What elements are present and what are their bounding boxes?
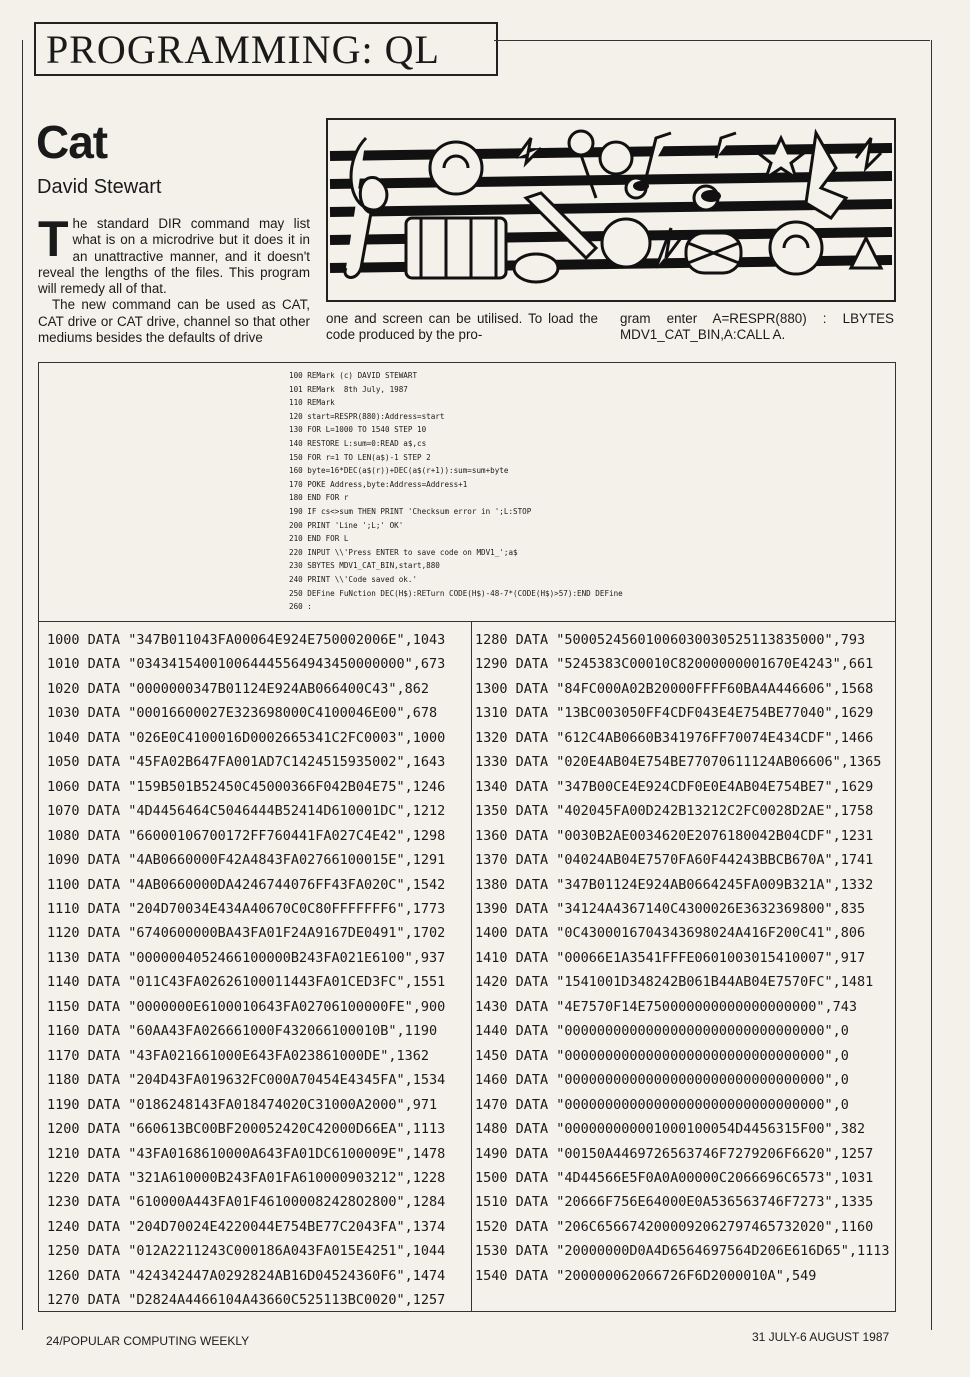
article-author: David Stewart — [37, 176, 162, 198]
data-line: 1030 DATA "00016600027E323698000C4100046E00",678 — [47, 705, 438, 722]
intro-column-2 — [326, 311, 598, 344]
data-line: 1160 DATA "60AA43FA026661000F43206610001​0B",1190 — [47, 1023, 438, 1040]
listing-line: 150 FOR r=1 TO LEN(a$)-1 STEP 2 — [289, 452, 431, 462]
data-line: 1060 DATA "159B501B52450C45000366F042B04E75",1246 — [47, 778, 446, 795]
listing-line: 230 SBYTES MDV1_CAT_BIN,start,880 — [289, 561, 440, 571]
data-line: 1150 DATA "0000000E6100010643FA02706100000FE",900 — [47, 998, 446, 1015]
data-line: 1090 DATA "4AB0660000F42A4843FA02766100015E",1291 — [47, 852, 446, 869]
data-statements — [39, 621, 895, 1312]
data-line: 1210 DATA "43FA0168610000A643FA01DC6100009E",1478 — [47, 1145, 446, 1162]
data-line: 1200 DATA "660613BC00BF200052420C42000D66EA",1113 — [47, 1121, 446, 1138]
intro-col2-text: one and screen can be utilised. To load the code produced by the pro- — [326, 311, 598, 343]
intro-col3-text: gram enter A=RESPR(880) : LBYTES MDV1_CAT_BIN,A:CALL A. — [620, 311, 894, 343]
data-line: 1330 DATA "020E4AB04E754BE77070611124AB06606",1365 — [475, 754, 882, 771]
data-line: 1340 DATA "347B00CE4E924CDF0E0E4AB04E754BE7",1629 — [475, 778, 874, 795]
section-header — [34, 22, 498, 76]
listing-line: 220 INPUT \\'Press ENTER to save code on MDV1_';a$ — [289, 547, 518, 557]
music-illustration — [326, 118, 896, 302]
header-rule — [494, 40, 930, 41]
data-line: 1170 DATA "43FA021661000E643FA023861000DE",1362 — [47, 1047, 430, 1064]
listing-line: 260 : — [289, 602, 312, 612]
data-line: 1450 DATA "00000000000000000000000000000000",0 — [475, 1047, 849, 1064]
listing-line: 101 REMark 8th July, 1987 — [289, 384, 408, 394]
data-line: 1280 DATA "50005245601006030030525113835000",793 — [475, 632, 866, 648]
data-line: 1070 DATA "4D4456464C5046444B52414D610001DC",1212 — [47, 803, 446, 820]
drop-cap: T — [38, 211, 69, 267]
listing-line: 190 IF cs<>sum THEN PRINT 'Checksum error in ';L:STOP — [289, 506, 532, 516]
listing-line: 110 REMark — [289, 398, 335, 408]
data-line: 1440 DATA "00000000000000000000000000000000",0 — [475, 1023, 849, 1040]
data-line: 1040 DATA "026E0C4100016D0002665341C2FC0003",1000 — [47, 729, 446, 746]
data-line: 1220 DATA "321A610000B243FA01FA6100009032​12",1228 — [47, 1169, 446, 1186]
article-title: Cat — [36, 116, 108, 168]
data-line: 1140 DATA "011C43FA02626100011443FA01CED3FC",1551 — [47, 974, 446, 991]
data-line: 1430 DATA "4E7570F14E750000000000000000000",743 — [475, 998, 858, 1015]
data-line: 1540 DATA "200000062066726F6D2000010A",549 — [475, 1267, 817, 1284]
data-column-divider — [471, 622, 472, 1312]
data-line: 1190 DATA "0186248143FA018474020C31000A2000",971 — [47, 1096, 438, 1113]
data-line: 1510 DATA "20666F756E64000E0A536563746F7273",1335 — [475, 1194, 874, 1211]
intro-column-3 — [620, 311, 894, 344]
listing-line: 170 POKE Address,byte:Address=Address+1 — [289, 479, 468, 489]
data-line: 1020 DATA "0000000347B01124E924AB066400C43",862 — [47, 680, 430, 697]
intro-column-1 — [38, 211, 310, 346]
data-line: 1130 DATA "0000004052466100000B243FA021E6100",937 — [47, 949, 446, 966]
listing-line: 180 END FOR r — [289, 493, 349, 503]
program-listing — [38, 362, 896, 1312]
basic-listing — [289, 369, 623, 614]
listing-line: 200 PRINT 'Line ';L;' OK' — [289, 520, 404, 530]
data-line: 1530 DATA "20000000D0A4D6564697564D206E616D65",1113 — [475, 1243, 890, 1260]
data-line: 1490 DATA "00150A4469726563746F7279206F6620",1257 — [475, 1145, 874, 1162]
data-line: 1180 DATA "204D43FA019632FC000A70454E4345FA",1534 — [47, 1072, 446, 1089]
listing-line: 100 REMark (c) DAVID STEWART — [289, 371, 418, 380]
data-column-right — [475, 628, 890, 1288]
data-line: 1400 DATA "0C4300016704343698024A416F200C41",806 — [475, 925, 866, 942]
listing-line: 250 DEFine FuNction DEC(H$):RETurn CODE(H$)-48-7*(CODE(H$)>57):END DEFine — [289, 588, 623, 598]
data-line: 1390 DATA "34124A4367140C4300026E3632369800",835 — [475, 900, 866, 917]
data-column-left — [47, 628, 445, 1313]
data-line: 1470 DATA "00000000000000000000000000000000",0 — [475, 1096, 849, 1113]
data-line: 1320 DATA "612C4AB0660B341976FF70074E434CDF",1466 — [475, 729, 874, 746]
data-line: 1080 DATA "66000106700172FF760441FA027C4E42",1298 — [47, 827, 446, 844]
intro-paragraph-2: The new command can be used as CAT, CAT drive or CAT drive, channel so that other mediums besides the defaults of drive — [38, 297, 310, 346]
data-line: 1230 DATA "610000A443FA01F461000082428O2800",1284 — [47, 1194, 446, 1211]
data-line: 1240 DATA "204D70024E4220044E754BE77C2043FA",1374 — [47, 1218, 446, 1235]
data-line: 1310 DATA "13BC003050FF4CDF043E4E754BE77040",1629 — [475, 705, 874, 722]
data-line: 1410 DATA "00066E1A3541FFFE06010030154​10007",917 — [475, 949, 866, 966]
data-line: 1050 DATA "45FA02B647FA001AD7C1424515935002",1643 — [47, 754, 446, 771]
data-line: 1300 DATA "84FC000A02B20000FFFF60BA4A446606",1568 — [475, 680, 874, 697]
data-line: 1120 DATA "6740600000BA43FA01F24A9167DE0491",1702 — [47, 925, 446, 942]
listing-line: 160 byte=16*DEC(a$(r))+DEC(a$(r+1)):sum=sum+byte — [289, 466, 509, 476]
footer-publication: 24/POPULAR COMPUTING WEEKLY — [46, 1334, 250, 1348]
data-line: 1380 DATA "347B01124E924AB066424​5FA009B321A",1332 — [475, 876, 874, 893]
data-line: 1480 DATA "000000000001000100054D4456315F00",382 — [475, 1121, 866, 1138]
data-line: 1000 DATA "347B011043FA00064E924E750002006E",1043 — [47, 632, 446, 648]
data-line: 1010 DATA "034341540010064445564943450000000",673 — [47, 656, 446, 673]
listing-line: 140 RESTORE L:sum=0:READ a$,cs — [289, 438, 427, 448]
listing-line: 130 FOR L=1000 TO 1540 STEP 10 — [289, 425, 427, 435]
data-line: 1270 DATA "D2824A4466104A43660C525113BC0020",1257 — [47, 1292, 446, 1309]
data-line: 1500 DATA "4D44566E5F0A0A00000C2066696C6573",1031 — [475, 1169, 874, 1186]
listing-line: 120 start=RESPR(880):Address=start — [289, 411, 445, 421]
listing-line: 240 PRINT \\'Code saved ok.' — [289, 574, 418, 584]
listing-line: 210 END FOR L — [289, 534, 349, 544]
data-line: 1360 DATA "0030B2AE0034620E2076180042B04CDF",1231 — [475, 827, 874, 844]
data-line: 1110 DATA "204D70034E434A40670C0C80FFFFFFF6",1773 — [47, 900, 446, 917]
data-line: 1250 DATA "012A2211243C000186A043FA015E4251",1044 — [47, 1243, 446, 1260]
footer-date: 31 JULY-6 AUGUST 1987 — [752, 1330, 890, 1344]
data-line: 1260 DATA "424342447A02928​24AB16D04524360F6",1474 — [47, 1267, 446, 1284]
data-line: 1290 DATA "5245383C00010C82000000001670E4243",661 — [475, 656, 874, 673]
data-line: 1100 DATA "4AB0660000DA4246744076FF43FA020C",1542 — [47, 876, 446, 893]
intro-paragraph-1: he standard DIR command may list what is on a microdrive but it does it in an unattractive manner, and it doesn't reveal the lengths of the files. This program will remedy all of that. — [38, 216, 310, 297]
data-line: 1460 DATA "00000000000000000000000000000000",0 — [475, 1072, 849, 1089]
data-line: 1350 DATA "402045FA00D242B13212C2FC0028D2AE",1758 — [475, 803, 874, 820]
section-header-text: PROGRAMMING: QL — [46, 27, 440, 72]
data-line: 1370 DATA "04024AB04E7570FA60F44243BBCB670A",1741 — [475, 852, 874, 869]
data-line: 1420 DATA "1541001D348242B061B44AB04E7570FC",1481 — [475, 974, 874, 991]
data-line: 1520 DATA "206C6566742000092062797465732020",1160 — [475, 1218, 874, 1235]
